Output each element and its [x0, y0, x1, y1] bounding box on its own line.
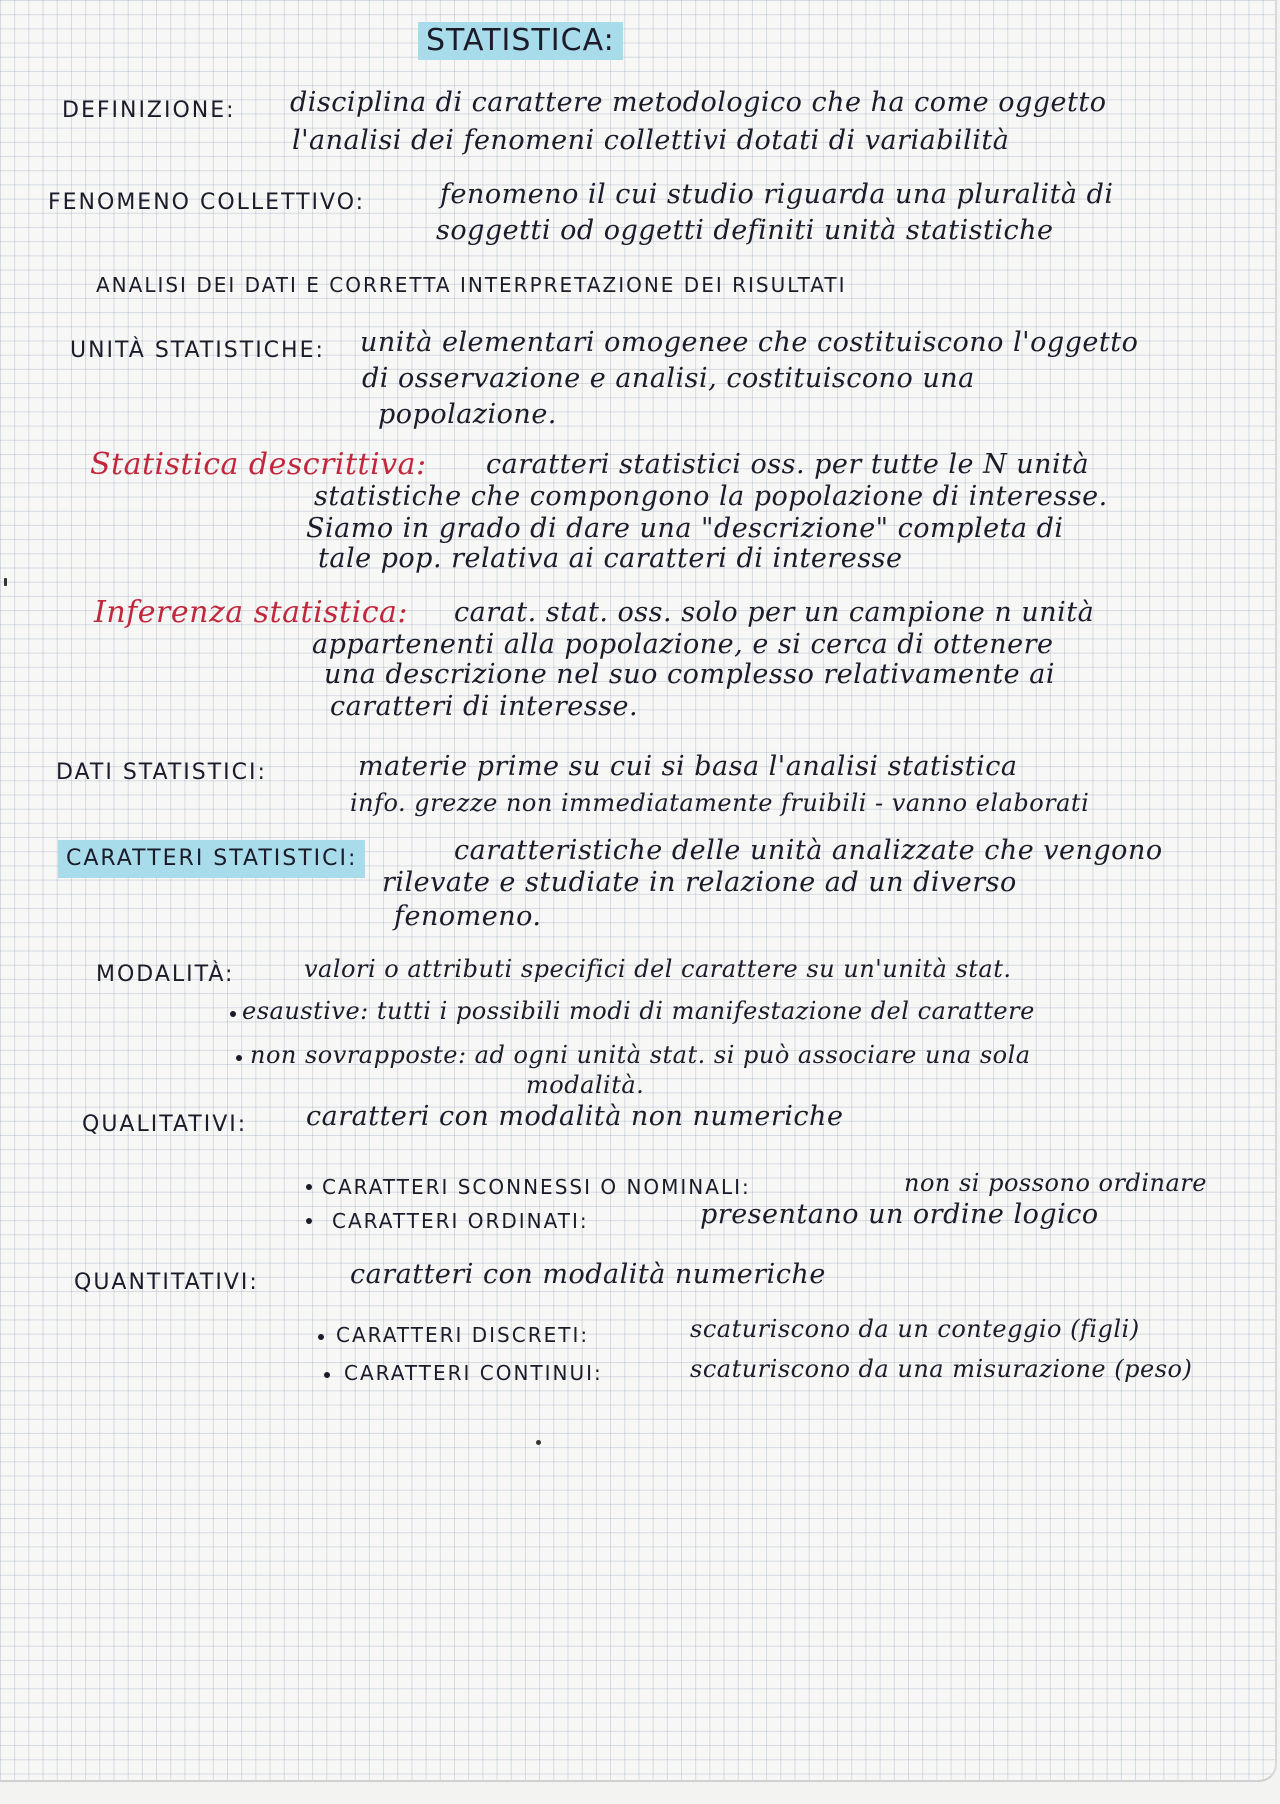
modalita-sovrapposte-2: modalità.: [526, 1071, 645, 1099]
discreti-term: CARATTERI DISCRETI:: [336, 1323, 590, 1347]
fenomeno-term: FENOMENO COLLETTIVO:: [48, 190, 366, 215]
descrittiva-line-4: tale pop. relativa ai caratteri di interesse: [318, 543, 903, 574]
descrittiva-line-3: Siamo in grado di dare una "descrizione" completa di: [306, 513, 1064, 544]
modalita-line-1: valori o attributi specifici del carattere su un'unità stat.: [304, 955, 1012, 983]
definizione-term: DEFINIZIONE:: [62, 98, 236, 123]
sconnessi-text: non si possono ordinare: [904, 1169, 1207, 1197]
qualitativi-term: QUALITATIVI:: [82, 1112, 248, 1137]
qualitativi-line-1: caratteri con modalità non numeriche: [306, 1101, 844, 1132]
continui-term: CARATTERI CONTINUI:: [344, 1361, 603, 1385]
quantitativi-line-1: caratteri con modalità numeriche: [350, 1259, 826, 1290]
caratteri-term: CARATTERI STATISTICI:: [58, 840, 365, 878]
descrittiva-term: Statistica descrittiva:: [90, 447, 427, 482]
fenomeno-line-1: fenomeno il cui studio riguarda una pluralità di: [440, 179, 1114, 210]
inferenza-line-4: caratteri di interesse.: [330, 691, 639, 722]
caratteri-line-2: rilevate e studiate in relazione ad un diverso: [382, 867, 1017, 898]
dati-term: DATI STATISTICI:: [56, 760, 267, 785]
definizione-line-1: disciplina di carattere metodologico che ha come oggetto: [290, 87, 1107, 118]
quantitativi-term: QUANTITATIVI:: [74, 1270, 259, 1295]
continui-text: scaturiscono da una misurazione (peso): [690, 1355, 1193, 1383]
bullet-sovrapposte: [236, 1055, 242, 1061]
discreti-text: scaturiscono da un conteggio (figli): [690, 1315, 1140, 1343]
bullet-discreti: [318, 1334, 324, 1340]
stray-mark-left: [4, 578, 7, 586]
modalita-term: MODALITÀ:: [96, 962, 235, 987]
ordinati-text: presentano un ordine logico: [700, 1199, 1099, 1230]
inferenza-line-3: una descrizione nel suo complesso relativamente ai: [324, 659, 1055, 690]
unita-line-2: di osservazione e analisi, costituiscono una: [362, 363, 975, 394]
inferenza-line-1: carat. stat. oss. solo per un campione n unità: [454, 597, 1095, 628]
fenomeno-line-2: soggetti od oggetti definiti unità statistiche: [436, 215, 1054, 246]
inferenza-term: Inferenza statistica:: [94, 595, 409, 630]
definizione-line-2: l'analisi dei fenomeni collettivi dotati di variabilità: [292, 125, 1010, 156]
bullet-sconnessi: [306, 1184, 312, 1190]
dati-line-2: info. grezze non immediatamente fruibili - vanno elaborati: [350, 789, 1090, 817]
ordinati-term: CARATTERI ORDINATI:: [332, 1209, 589, 1233]
page-title: STATISTICA:: [418, 22, 623, 60]
bullet-continui: [324, 1372, 330, 1378]
bullet-ordinati: [306, 1218, 312, 1224]
unita-line-1: unità elementari omogenee che costituiscono l'oggetto: [360, 327, 1139, 358]
caratteri-line-1: caratteristiche delle unità analizzate che vengono: [454, 835, 1163, 866]
unita-term: UNITÀ STATISTICHE:: [70, 338, 325, 363]
descrittiva-line-1: caratteri statistici oss. per tutte le N unità: [486, 449, 1090, 480]
modalita-sovrapposte-1: non sovrapposte: ad ogni unità stat. si può associare una sola: [250, 1041, 1031, 1069]
modalita-esaustive: esaustive: tutti i possibili modi di manifestazione del carattere: [242, 997, 1035, 1025]
sconnessi-term: CARATTERI SCONNESSI O NOMINALI:: [322, 1175, 751, 1199]
inferenza-line-2: appartenenti alla popolazione, e si cerca di ottenere: [312, 629, 1054, 660]
caratteri-line-3: fenomeno.: [394, 901, 542, 932]
unita-line-3: popolazione.: [378, 399, 557, 430]
dati-line-1: materie prime su cui si basa l'analisi statistica: [358, 751, 1018, 782]
stray-mark: [536, 1440, 541, 1445]
descrittiva-line-2: statistiche che compongono la popolazione di interesse.: [314, 481, 1108, 512]
bullet-esaustive: [230, 1011, 236, 1017]
analisi-line: ANALISI DEI DATI E CORRETTA INTERPRETAZIONE DEI RISULTATI: [96, 273, 847, 297]
